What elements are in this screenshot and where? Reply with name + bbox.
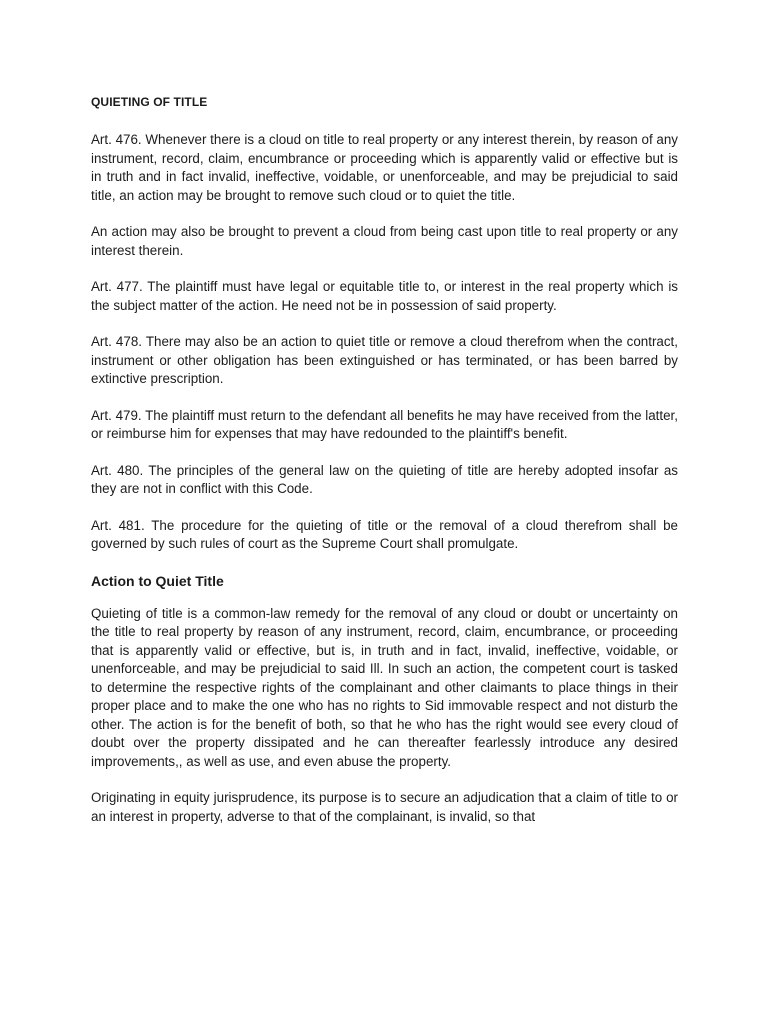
document-body <box>91 94 678 844</box>
section-paragraph: Originating in equity jurisprudence, its purpose is to secure an adjudication that a claim of title to or an interest in property, adverse to that of the complainant, is invalid, so that <box>91 790 678 824</box>
section-heading: Action to Quiet Title <box>91 572 224 589</box>
article-479: Art. 479. The plaintiff must return to the defendant all benefits he may have received from the latter, or reimburse him for expenses that may have redounded to the plaintiff's benefit. <box>91 407 678 441</box>
document-title: QUIETING OF TITLE <box>91 95 208 109</box>
article-480: Art. 480. The principles of the general law on the quieting of title are hereby adopted insofar as they are not in conflict with this Code. <box>91 462 678 496</box>
section-paragraph: Quieting of title is a common-law remedy for the removal of any cloud or doubt or uncertainty on the title to real property by reason of any instrument, record, claim, encumbrance, or proceeding that is apparently valid or effective, but is, in truth and in fact, invalid, ineffective, voidable, or unenforceable, and may be prejudicial to said Ill. In such an action, the competent court is tasked to determine the respective rights of the complainant and other claimants to place things in their proper place and to make the one who has no rights to Sid immovable respect and not disturb the other. The action is for the benefit of both, so that he who has the right would see every cloud of doubt over the property dissipated and he can thereafter fearlessly introduce any desired improvements,, as well as use, and even abuse the property. <box>91 605 678 769</box>
article-477: Art. 477. The plaintiff must have legal or equitable title to, or interest in the real property which is the subject matter of the action. He need not be in possession of said property. <box>91 279 678 313</box>
article-476: Art. 476. Whenever there is a cloud on title to real property or any interest therein, by reason of any instrument, record, claim, encumbrance or proceeding which is apparently valid or effective but is in truth and in fact invalid, ineffective, voidable, or unenforceable, and may be prejudicial to said title, an action may be brought to remove such cloud or to quiet the title. <box>91 132 678 203</box>
article-478: Art. 478. There may also be an action to quiet title or remove a cloud therefrom when the contract, instrument or other obligation has been extinguished or has terminated, or has been barred by extinctive prescription. <box>91 334 678 386</box>
article-481: Art. 481. The procedure for the quieting of title or the removal of a cloud therefrom shall be governed by such rules of court as the Supreme Court shall promulgate. <box>91 517 678 551</box>
article-476-paragraph-2: An action may also be brought to prevent a cloud from being cast upon title to real property or any interest therein. <box>91 224 678 258</box>
